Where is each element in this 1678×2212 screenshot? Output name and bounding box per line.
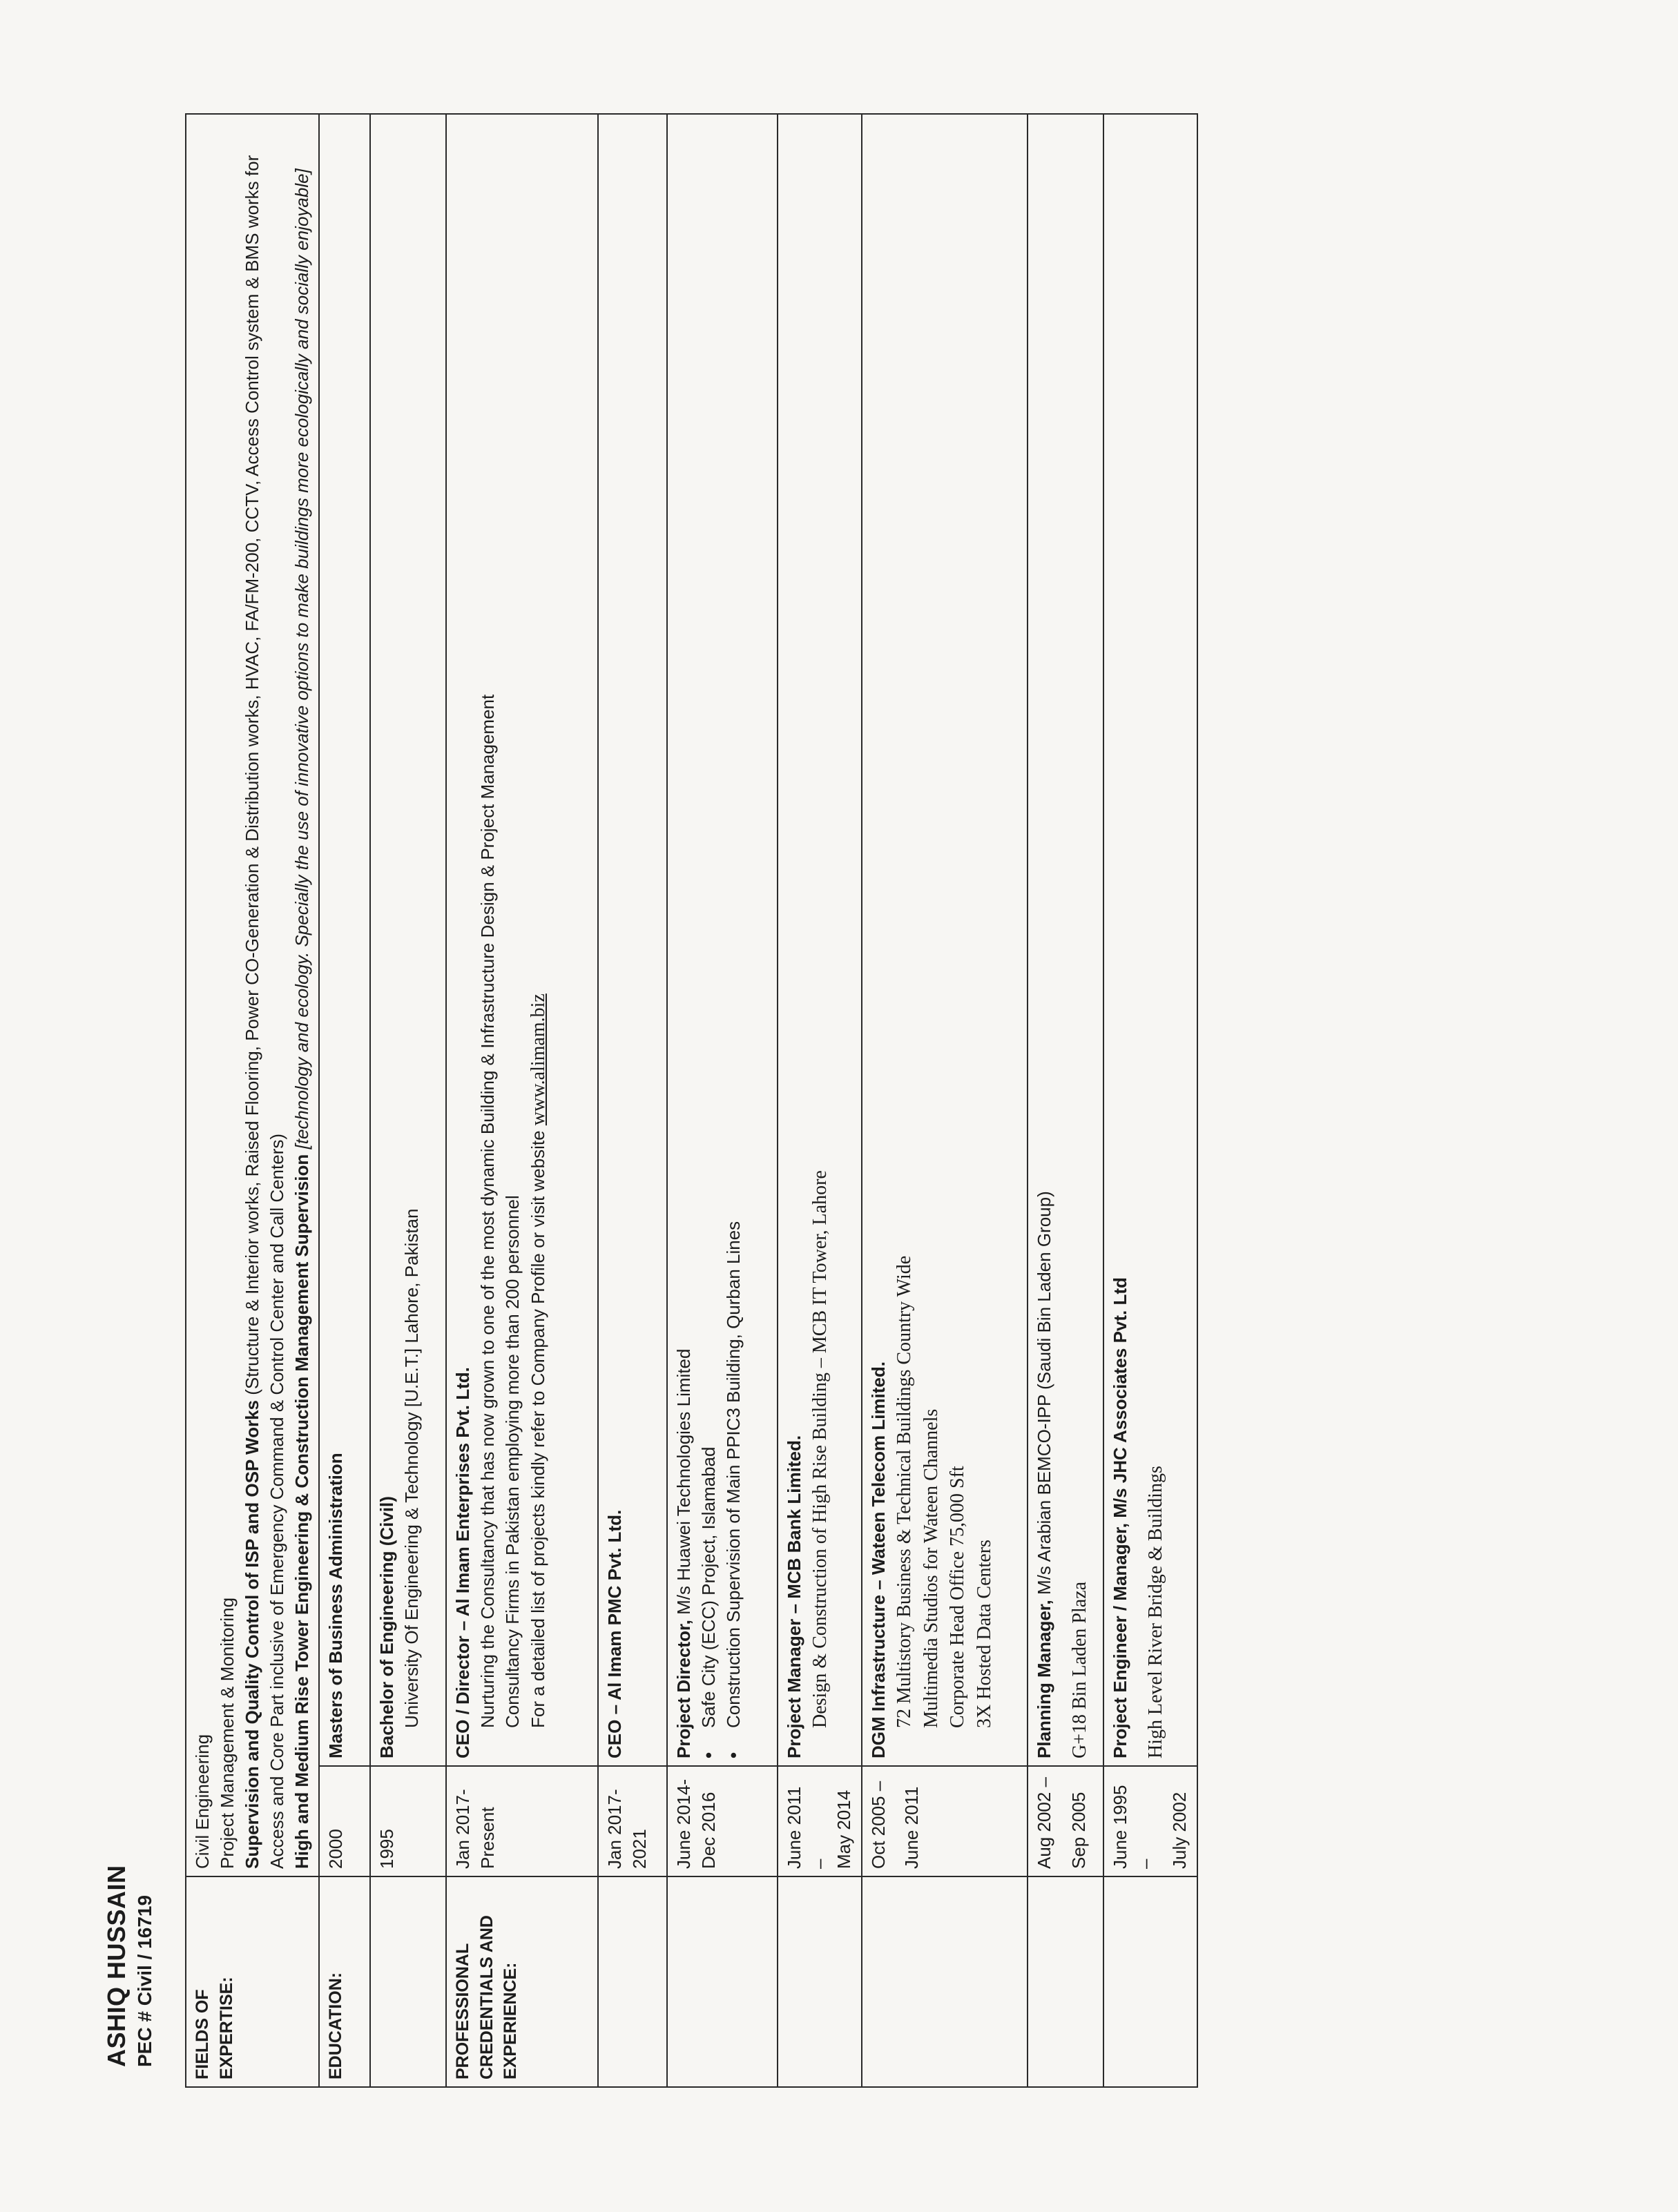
job-detail: Multimedia Studios for Wateen Channels xyxy=(920,1408,942,1728)
job-title: CEO – Al Imam PMC Pvt. Ltd. xyxy=(598,114,667,1766)
job-title: DGM Infrastructure – Wateen Telecom Limited. xyxy=(868,1361,889,1758)
expertise-line-3-rest: (Structure & Interior works, Raised Flooring, Power CO-Generation & Distribution works, HVAC, FA/FM-200, CCTV, Access Control system & BMS works for Access and Core Part inclusive of Emergency Command & Control Center and Call Centers) xyxy=(241,155,287,1869)
expertise-line-3-bold: Supervision and Quality Control of ISP and OSP Works xyxy=(241,1399,262,1869)
date-start: June 2014- xyxy=(673,1778,695,1869)
job-detail: 3X Hosted Data Centers xyxy=(973,1540,995,1728)
job-detail: G+18 Bin Laden Plaza xyxy=(1068,1581,1090,1758)
expertise-line-4 xyxy=(290,122,315,1869)
date-start: Oct 2005 – xyxy=(868,1781,889,1869)
experience-date xyxy=(667,1766,778,1876)
education-year: 2000 xyxy=(319,1766,370,1876)
job-title: Project Engineer / Manager, M/s JHC Associates Pvt. Ltd xyxy=(1110,1277,1130,1758)
date-end: May 2014 xyxy=(833,1789,855,1869)
education-title: Bachelor of Engineering (Civil) xyxy=(376,1496,398,1758)
date-end: July 2002 xyxy=(1168,1792,1190,1869)
job-detail: Design & Construction of High Rise Building – MCB IT Tower, Lahore xyxy=(809,1170,831,1728)
date-end: June 2011 xyxy=(900,1786,922,1869)
pec-number: PEC # Civil / 16719 xyxy=(134,1894,155,2067)
expertise-row xyxy=(186,114,319,2087)
job-detail: Consultancy Firms in Pakistan employing more than 200 personnel xyxy=(502,1195,523,1728)
experience-row-huawei xyxy=(667,114,778,2087)
date-start: Jan 2017- xyxy=(452,1789,474,1869)
experience-row-planning xyxy=(1028,114,1103,2087)
job-detail: Corporate Head Office 75,000 Sft xyxy=(947,1466,969,1728)
job-title-rest: M/s Huawei Technologies Limited xyxy=(673,1348,695,1620)
education-row-masters xyxy=(319,114,370,2087)
education-title: Masters of Business Administration xyxy=(319,114,370,1766)
job-detail: 72 Multistory Business & Technical Buildings Country Wide xyxy=(893,1255,915,1728)
education-row-bachelor xyxy=(370,114,446,2087)
cv-table xyxy=(185,113,1198,2088)
empty-label-cell xyxy=(598,1876,667,2087)
education-year: 1995 xyxy=(370,1766,446,1876)
bullet-item: • Construction Supervision of Main PPIC3 Building, Qurban Lines xyxy=(722,122,746,1758)
experience-content xyxy=(1028,114,1103,1766)
experience-date xyxy=(1028,1766,1103,1876)
empty-label-cell xyxy=(667,1876,778,2087)
job-title xyxy=(1032,122,1057,1758)
empty-label-cell xyxy=(778,1876,862,2087)
job-detail-with-link xyxy=(525,122,552,1758)
experience-row-ceo xyxy=(446,114,598,2087)
website-link[interactable]: www.alimam.biz xyxy=(528,993,549,1126)
job-title: CEO / Director – Al Imam Enterprises Pvt. Ltd. xyxy=(452,1367,474,1758)
experience-row-jhc xyxy=(1103,114,1197,2087)
date-end: Dec 2016 xyxy=(698,1792,720,1869)
job-title xyxy=(672,122,697,1758)
experience-row-pmc xyxy=(598,114,667,2087)
empty-label-cell xyxy=(1103,1876,1197,2087)
experience-date xyxy=(1103,1766,1197,1876)
expertise-line-4-bold: High and Medium Rise Tower Engineering & Construction Management Supervision xyxy=(291,1154,312,1869)
experience-date xyxy=(862,1766,1028,1876)
expertise-label: FIELDS OF EXPERTISE: xyxy=(186,1876,319,2087)
education-content xyxy=(370,114,446,1766)
experience-row-mcb xyxy=(778,114,862,2087)
job-title-bold: Project Director, xyxy=(673,1620,695,1758)
empty-label-cell xyxy=(862,1876,1028,2087)
experience-row-wateen xyxy=(862,114,1028,2087)
experience-content xyxy=(778,114,862,1766)
empty-label-cell xyxy=(370,1876,446,2087)
date-end: 2021 xyxy=(629,1829,650,1869)
expertise-line-3 xyxy=(240,122,290,1869)
job-title: Project Manager – MCB Bank Limited. xyxy=(784,1435,805,1758)
experience-content xyxy=(446,114,598,1766)
expertise-line-1: Civil Engineering xyxy=(192,1734,213,1869)
job-detail: Nurturing the Consultancy that has now grown to one of the most dynamic Building & Infrastructure Design & Project Management xyxy=(477,694,499,1728)
empty-label-cell xyxy=(1028,1876,1103,2087)
experience-content xyxy=(667,114,778,1766)
education-label: EDUCATION: xyxy=(319,1876,370,2087)
experience-label: PROFESSIONAL CREDENTIALS AND EXPERIENCE: xyxy=(446,1876,598,2087)
job-detail-text: For a detailed list of projects kindly refer to Company Profile or visit website xyxy=(528,1125,548,1728)
bullet-item: • Safe City (ECC) Project, Islamabad xyxy=(697,122,722,1758)
rotated-document-page xyxy=(0,44,1678,2212)
job-title-bold: Planning Manager, xyxy=(1034,1600,1054,1758)
experience-content xyxy=(1103,114,1197,1766)
expertise-line-2: Project Management & Monitoring xyxy=(216,1597,238,1869)
job-title-rest: M/s Arabian BEMCO-IPP (Saudi Bin Laden Group) xyxy=(1034,1191,1054,1600)
header xyxy=(102,1865,156,2067)
experience-date xyxy=(778,1766,862,1876)
date-end: Present xyxy=(477,1807,499,1869)
expertise-line-4-italic: [technology and ecology. Specially the use of innovative options to make buildings more ecologically and socially enjoyable] xyxy=(291,168,312,1154)
experience-date xyxy=(598,1766,667,1876)
education-detail: University Of Engineering & Technology [U.E.T.] Lahore, Pakistan xyxy=(401,1208,423,1728)
date-start: Jan 2017- xyxy=(604,1789,626,1869)
date-start: June 1995 – xyxy=(1110,1785,1155,1869)
job-detail: High Level River Bridge & Buildings xyxy=(1144,1466,1166,1758)
experience-date xyxy=(446,1766,598,1876)
date-start: Aug 2002 – xyxy=(1034,1776,1054,1869)
expertise-content xyxy=(186,114,319,1876)
date-end: Sep 2005 xyxy=(1068,1792,1089,1869)
experience-content xyxy=(862,114,1028,1766)
candidate-name: ASHIQ HUSSAIN xyxy=(102,1865,131,2067)
date-start: June 2011 – xyxy=(784,1786,830,1869)
